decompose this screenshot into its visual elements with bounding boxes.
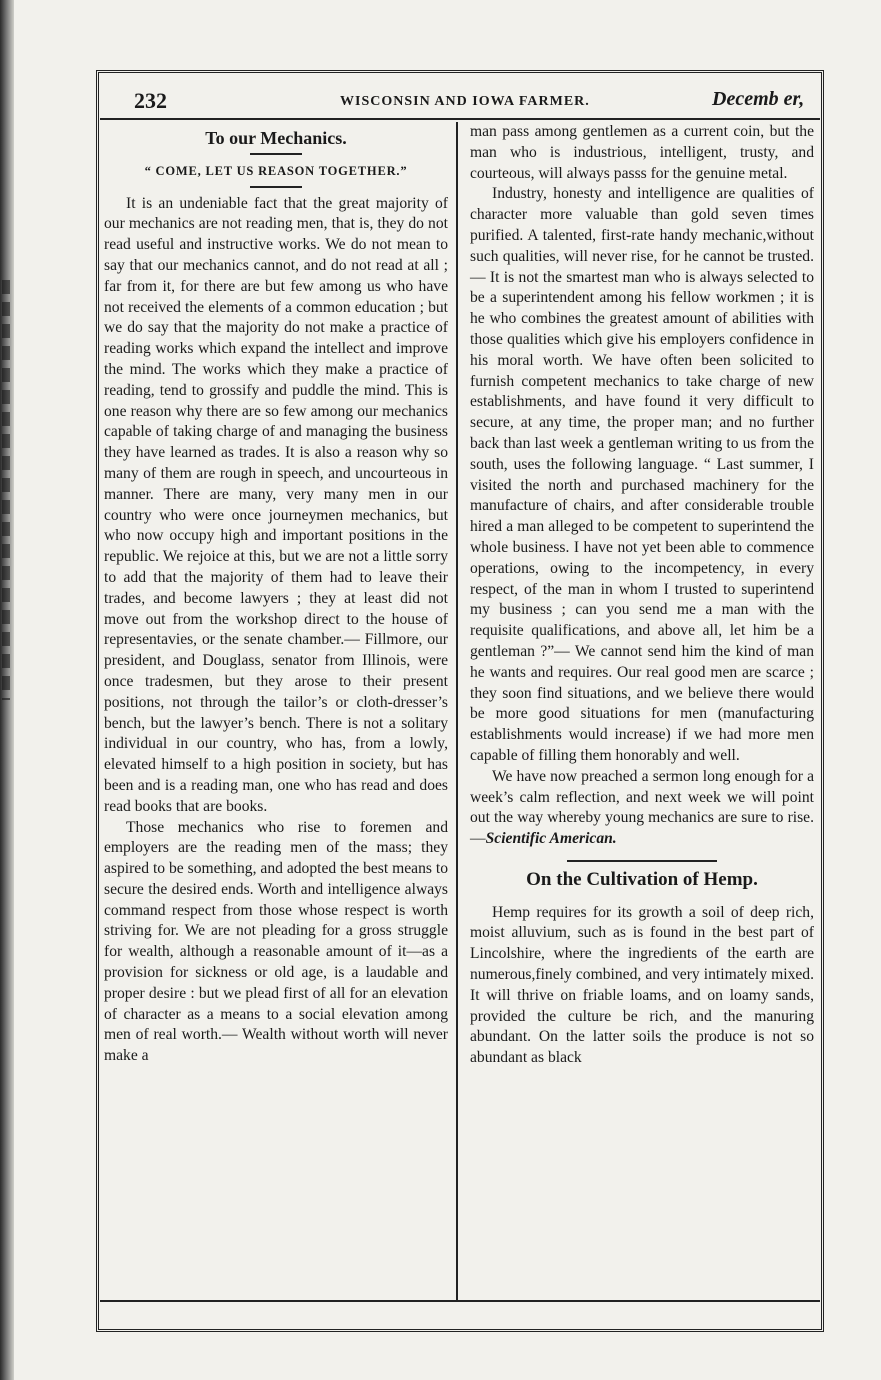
spine-print-mark bbox=[2, 280, 10, 700]
header-rule bbox=[100, 118, 820, 120]
issue-month: Decemb er, bbox=[712, 88, 805, 110]
column-divider bbox=[456, 122, 458, 1300]
footer-rule bbox=[100, 1300, 820, 1302]
article-paragraph: Those mechanics who rise to foremen and employers are the reading men of the mass; they aspired to be something, and adopted the best means to secure the desired ends. Worth and intelligence always command respect from those whose respect is worth striving for. We are not pleading for a gross struggle for wealth, although a reasonable amount of it—as a provision for sickness or old age, is a laudable and proper desire : but we plead first of all for an elevation of character as a means to a social elevation among men of real worth.— Wealth without worth will never make a bbox=[104, 818, 448, 1065]
section-rule bbox=[567, 860, 717, 862]
article-paragraph: It is an undeniable fact that the great majority of our mechanics are not reading men, that is, they do not read useful and instructive works. We do not mean to say that our mechanics cannot, and do not read at all ; far from it, for there are but few among us who have not received the elements of a common education ; but we do say that the majority do not make a practice of reading works which expand the intellect and improve the mind. The works which they make a practice of reading, tend to grossify and puddle the mind. This is one reason why there are so few among our mechanics capable of taking charge of and managing the business they have learned as trades. It is also a reason why so many of them are rough in speech, and uncourteous in manner. There are many, very many men in our country who were once journeymen mechanics, but who now occupy high and important positions in the republic. We rejoice at this, but we are not a little sorry to add that the majority of them had to leave their trades, and become lawyers ; they at least did not move out from the workshop direct to the house of representavies, or the senate chamber.— Fillmore, our president, and Douglass, senator from Illinois, were once tradesmen, but they arose to their present positions, not through the tailor’s or cloth-dresser’s bench, but the lawyer’s bench. There is not a solitary individual in our country, who has, from a lowly, elevated himself to a high position in society, but has been and is a reading man, one who has read and does read books that are books. bbox=[104, 194, 448, 815]
article-paragraph bbox=[470, 767, 814, 850]
left-column bbox=[104, 126, 448, 1067]
article-paragraph: Industry, honesty and intelligence are qualities of character more valuable than gold seven times purified. A talented, first-rate handy mechanic,without such qualities, will never rise, for he cannot be trusted.— It is not the smartest man who is always selected to be a superintendent among his fellow workmen ; it is he who combines the greatest amount of abilities with those qualities which give his employers confidence in his moral worth. We have often been solicited to furnish competent mechanics to take charge of new establishments, and have found it very difficult to secure, at any time, the proper man; and no further back than last week a gentleman writing to us from the south, uses the following language. “ Last summer, I visited the north and purchased machinery for the manufacture of chairs, and after considerable trouble hired a man alleged to be competent to superintend the whole business. I have not yet been able to commence operations, owing to the incompetency, in every respect, of the man in whom I trusted to superintend my business ; can you send me a man with the requisite qualifications, and above all, let him be a gentleman ?”— We cannot send him the kind of man he wants and requires. Our real good men are scarce ; they soon find situations, and we believe there would be more good situations for men (manufacturing establishments would increase) if we had more men capable of filling them honorably and well. bbox=[470, 185, 814, 764]
article2-title: On the Cultivation of Hemp. bbox=[526, 868, 758, 890]
page-number: 232 bbox=[134, 88, 167, 113]
article-paragraph: man pass among gentlemen as a current coin, but the man who is industrious, intelligent, trusty, and courteous, will always passs for the genuine metal. bbox=[470, 123, 814, 182]
article2-paragraph: Hemp requires for its growth a soil of deep rich, moist alluvium, such as is found in the best part of Lincolshire, where the ingredients of the earth are numerous,finely combined, and very intimately mixed. It will thrive on friable loams, and on loamy sands, provided the culture be rich, and the manuring abundant. On the latter soils the produce is not so abundant as black bbox=[470, 903, 814, 1067]
motto-rule bbox=[250, 186, 302, 188]
article-motto: “ COME, LET US REASON TOGETHER.” bbox=[144, 163, 408, 178]
right-column bbox=[470, 122, 814, 1069]
article-title: To our Mechanics. bbox=[205, 128, 347, 148]
running-title: WISCONSIN AND IOWA FARMER. bbox=[340, 94, 590, 109]
source-credit: Scientific American. bbox=[485, 830, 617, 848]
closing-text: We have now preached a sermon long enough for a week’s calm reflection, and next week we will point out the way whereby young mechanics are sure to rise.— bbox=[470, 767, 814, 848]
book-spine-edge bbox=[0, 0, 14, 1380]
title-rule bbox=[250, 153, 302, 155]
